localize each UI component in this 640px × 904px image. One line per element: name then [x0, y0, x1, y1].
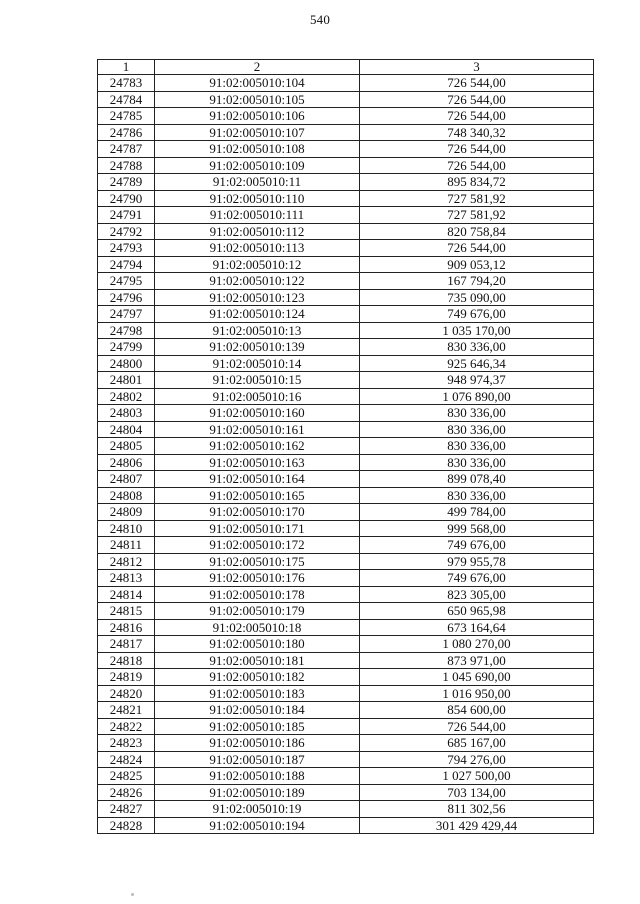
- row-number-cell: 24794: [98, 256, 155, 273]
- row-number-cell: 24790: [98, 190, 155, 207]
- cadastral-number-cell: 91:02:005010:175: [155, 553, 360, 570]
- cadastral-value-cell: 873 971,00: [360, 652, 594, 669]
- cadastral-value-cell: 925 646,34: [360, 355, 594, 372]
- cadastral-number-cell: 91:02:005010:182: [155, 669, 360, 686]
- column-header-2: 2: [155, 60, 360, 75]
- cadastral-number-cell: 91:02:005010:165: [155, 487, 360, 504]
- cadastral-value-cell: 301 429 429,44: [360, 817, 594, 834]
- cadastral-value-cell: 726 544,00: [360, 91, 594, 108]
- table-header: [98, 60, 594, 75]
- cadastral-value-cell: 167 794,20: [360, 273, 594, 290]
- cadastral-number-cell: 91:02:005010:109: [155, 157, 360, 174]
- cadastral-value-cell: 749 676,00: [360, 306, 594, 323]
- cadastral-value-cell: 1 016 950,00: [360, 685, 594, 702]
- cadastral-number-cell: 91:02:005010:183: [155, 685, 360, 702]
- row-number-cell: 24813: [98, 570, 155, 587]
- cadastral-value-cell: 999 568,00: [360, 520, 594, 537]
- cadastral-value-cell: 726 544,00: [360, 240, 594, 257]
- cadastral-number-cell: 91:02:005010:179: [155, 603, 360, 620]
- table-row: [98, 487, 594, 504]
- table-row: [98, 75, 594, 92]
- row-number-cell: 24823: [98, 735, 155, 752]
- row-number-cell: 24808: [98, 487, 155, 504]
- cadastral-number-cell: 91:02:005010:18: [155, 619, 360, 636]
- cadastral-number-cell: 91:02:005010:189: [155, 784, 360, 801]
- row-number-cell: 24816: [98, 619, 155, 636]
- table-row: [98, 240, 594, 257]
- cadastral-value-cell: 1 035 170,00: [360, 322, 594, 339]
- row-number-cell: 24828: [98, 817, 155, 834]
- row-number-cell: 24788: [98, 157, 155, 174]
- row-number-cell: 24783: [98, 75, 155, 92]
- cadastral-number-cell: 91:02:005010:104: [155, 75, 360, 92]
- cadastral-number-cell: 91:02:005010:180: [155, 636, 360, 653]
- table-row: [98, 421, 594, 438]
- cadastral-number-cell: 91:02:005010:176: [155, 570, 360, 587]
- table-row: [98, 669, 594, 686]
- cadastral-number-cell: 91:02:005010:107: [155, 124, 360, 141]
- cadastral-value-cell: 830 336,00: [360, 454, 594, 471]
- cadastral-number-cell: 91:02:005010:186: [155, 735, 360, 752]
- cadastral-number-cell: 91:02:005010:112: [155, 223, 360, 240]
- cadastral-number-cell: 91:02:005010:106: [155, 108, 360, 125]
- table-row: [98, 685, 594, 702]
- cadastral-value-cell: 673 164,64: [360, 619, 594, 636]
- cadastral-value-table: [97, 59, 594, 834]
- row-number-cell: 24810: [98, 520, 155, 537]
- cadastral-number-cell: 91:02:005010:170: [155, 504, 360, 521]
- table-row: [98, 718, 594, 735]
- cadastral-value-cell: 726 544,00: [360, 108, 594, 125]
- table-row: [98, 570, 594, 587]
- table-row: [98, 454, 594, 471]
- row-number-cell: 24827: [98, 801, 155, 818]
- cadastral-number-cell: 91:02:005010:16: [155, 388, 360, 405]
- cadastral-value-cell: 685 167,00: [360, 735, 594, 752]
- cadastral-value-cell: 748 340,32: [360, 124, 594, 141]
- cadastral-number-cell: 91:02:005010:108: [155, 141, 360, 158]
- cadastral-value-cell: 1 045 690,00: [360, 669, 594, 686]
- row-number-cell: 24822: [98, 718, 155, 735]
- row-number-cell: 24805: [98, 438, 155, 455]
- cadastral-number-cell: 91:02:005010:164: [155, 471, 360, 488]
- row-number-cell: 24817: [98, 636, 155, 653]
- cadastral-value-cell: 794 276,00: [360, 751, 594, 768]
- row-number-cell: 24795: [98, 273, 155, 290]
- cadastral-value-cell: 650 965,98: [360, 603, 594, 620]
- cadastral-value-cell: 979 955,78: [360, 553, 594, 570]
- cadastral-number-cell: 91:02:005010:124: [155, 306, 360, 323]
- row-number-cell: 24789: [98, 174, 155, 191]
- table-row: [98, 652, 594, 669]
- cadastral-number-cell: 91:02:005010:178: [155, 586, 360, 603]
- cadastral-value-cell: 830 336,00: [360, 339, 594, 356]
- row-number-cell: 24815: [98, 603, 155, 620]
- cadastral-value-cell: 830 336,00: [360, 438, 594, 455]
- table-row: [98, 124, 594, 141]
- table-row: [98, 817, 594, 834]
- table-row: [98, 553, 594, 570]
- row-number-cell: 24820: [98, 685, 155, 702]
- row-number-cell: 24803: [98, 405, 155, 422]
- table-row: [98, 223, 594, 240]
- table-row: [98, 174, 594, 191]
- row-number-cell: 24791: [98, 207, 155, 224]
- row-number-cell: 24801: [98, 372, 155, 389]
- row-number-cell: 24799: [98, 339, 155, 356]
- cadastral-number-cell: 91:02:005010:105: [155, 91, 360, 108]
- scan-speck: [131, 893, 134, 896]
- cadastral-value-cell: 909 053,12: [360, 256, 594, 273]
- cadastral-number-cell: 91:02:005010:185: [155, 718, 360, 735]
- cadastral-number-cell: 91:02:005010:171: [155, 520, 360, 537]
- column-header-3: 3: [360, 60, 594, 75]
- cadastral-number-cell: 91:02:005010:181: [155, 652, 360, 669]
- table-row: [98, 702, 594, 719]
- cadastral-value-cell: 726 544,00: [360, 718, 594, 735]
- cadastral-value-cell: 823 305,00: [360, 586, 594, 603]
- table-row: [98, 603, 594, 620]
- cadastral-value-cell: 726 544,00: [360, 75, 594, 92]
- table-row: [98, 801, 594, 818]
- table-row: [98, 256, 594, 273]
- row-number-cell: 24787: [98, 141, 155, 158]
- row-number-cell: 24825: [98, 768, 155, 785]
- cadastral-number-cell: 91:02:005010:123: [155, 289, 360, 306]
- cadastral-number-cell: 91:02:005010:188: [155, 768, 360, 785]
- cadastral-value-cell: 811 302,56: [360, 801, 594, 818]
- table-row: [98, 751, 594, 768]
- table-row: [98, 405, 594, 422]
- cadastral-number-cell: 91:02:005010:160: [155, 405, 360, 422]
- table-row: [98, 768, 594, 785]
- cadastral-value-cell: 899 078,40: [360, 471, 594, 488]
- row-number-cell: 24793: [98, 240, 155, 257]
- table-row: [98, 306, 594, 323]
- cadastral-number-cell: 91:02:005010:184: [155, 702, 360, 719]
- cadastral-number-cell: 91:02:005010:110: [155, 190, 360, 207]
- row-number-cell: 24806: [98, 454, 155, 471]
- cadastral-number-cell: 91:02:005010:162: [155, 438, 360, 455]
- cadastral-number-cell: 91:02:005010:14: [155, 355, 360, 372]
- row-number-cell: 24812: [98, 553, 155, 570]
- cadastral-value-cell: 948 974,37: [360, 372, 594, 389]
- cadastral-value-cell: 830 336,00: [360, 421, 594, 438]
- cadastral-value-cell: 830 336,00: [360, 487, 594, 504]
- table-row: [98, 289, 594, 306]
- cadastral-number-cell: 91:02:005010:139: [155, 339, 360, 356]
- cadastral-number-cell: 91:02:005010:15: [155, 372, 360, 389]
- table-row: [98, 322, 594, 339]
- cadastral-number-cell: 91:02:005010:13: [155, 322, 360, 339]
- cadastral-value-cell: 726 544,00: [360, 141, 594, 158]
- row-number-cell: 24809: [98, 504, 155, 521]
- table-row: [98, 537, 594, 554]
- row-number-cell: 24786: [98, 124, 155, 141]
- cadastral-value-cell: 854 600,00: [360, 702, 594, 719]
- cadastral-number-cell: 91:02:005010:161: [155, 421, 360, 438]
- table-row: [98, 355, 594, 372]
- table-row: [98, 735, 594, 752]
- table-body: [98, 75, 594, 834]
- cadastral-value-cell: 830 336,00: [360, 405, 594, 422]
- table-row: [98, 207, 594, 224]
- cadastral-value-cell: 727 581,92: [360, 190, 594, 207]
- table-row: [98, 372, 594, 389]
- row-number-cell: 24796: [98, 289, 155, 306]
- table-row: [98, 636, 594, 653]
- row-number-cell: 24818: [98, 652, 155, 669]
- row-number-cell: 24802: [98, 388, 155, 405]
- table-row: [98, 339, 594, 356]
- cadastral-number-cell: 91:02:005010:113: [155, 240, 360, 257]
- table-row: [98, 157, 594, 174]
- table-row: [98, 784, 594, 801]
- cadastral-number-cell: 91:02:005010:163: [155, 454, 360, 471]
- page-number: 540: [309, 12, 331, 27]
- cadastral-number-cell: 91:02:005010:11: [155, 174, 360, 191]
- table-row: [98, 190, 594, 207]
- row-number-cell: 24798: [98, 322, 155, 339]
- cadastral-value-cell: 820 758,84: [360, 223, 594, 240]
- cadastral-number-cell: 91:02:005010:172: [155, 537, 360, 554]
- table-row: [98, 586, 594, 603]
- row-number-cell: 24784: [98, 91, 155, 108]
- cadastral-value-cell: 1 080 270,00: [360, 636, 594, 653]
- row-number-cell: 24811: [98, 537, 155, 554]
- row-number-cell: 24826: [98, 784, 155, 801]
- row-number-cell: 24821: [98, 702, 155, 719]
- row-number-cell: 24819: [98, 669, 155, 686]
- cadastral-number-cell: 91:02:005010:194: [155, 817, 360, 834]
- cadastral-value-cell: 895 834,72: [360, 174, 594, 191]
- cadastral-number-cell: 91:02:005010:19: [155, 801, 360, 818]
- header-row: [98, 60, 594, 75]
- table-row: [98, 108, 594, 125]
- cadastral-value-cell: 727 581,92: [360, 207, 594, 224]
- row-number-cell: 24824: [98, 751, 155, 768]
- cadastral-number-cell: 91:02:005010:187: [155, 751, 360, 768]
- row-number-cell: 24800: [98, 355, 155, 372]
- cadastral-value-cell: 703 134,00: [360, 784, 594, 801]
- row-number-cell: 24814: [98, 586, 155, 603]
- table-row: [98, 619, 594, 636]
- row-number-cell: 24804: [98, 421, 155, 438]
- cadastral-value-cell: 1 027 500,00: [360, 768, 594, 785]
- table-row: [98, 438, 594, 455]
- table-row: [98, 471, 594, 488]
- table-row: [98, 504, 594, 521]
- column-header-1: 1: [98, 60, 155, 75]
- row-number-cell: 24807: [98, 471, 155, 488]
- row-number-cell: 24792: [98, 223, 155, 240]
- table-row: [98, 520, 594, 537]
- cadastral-value-cell: 499 784,00: [360, 504, 594, 521]
- cadastral-value-cell: 749 676,00: [360, 537, 594, 554]
- table-row: [98, 141, 594, 158]
- cadastral-value-cell: 749 676,00: [360, 570, 594, 587]
- row-number-cell: 24797: [98, 306, 155, 323]
- cadastral-number-cell: 91:02:005010:111: [155, 207, 360, 224]
- cadastral-value-cell: 1 076 890,00: [360, 388, 594, 405]
- table-row: [98, 91, 594, 108]
- table-row: [98, 273, 594, 290]
- row-number-cell: 24785: [98, 108, 155, 125]
- table-row: [98, 388, 594, 405]
- cadastral-value-cell: 726 544,00: [360, 157, 594, 174]
- cadastral-number-cell: 91:02:005010:122: [155, 273, 360, 290]
- cadastral-value-cell: 735 090,00: [360, 289, 594, 306]
- cadastral-number-cell: 91:02:005010:12: [155, 256, 360, 273]
